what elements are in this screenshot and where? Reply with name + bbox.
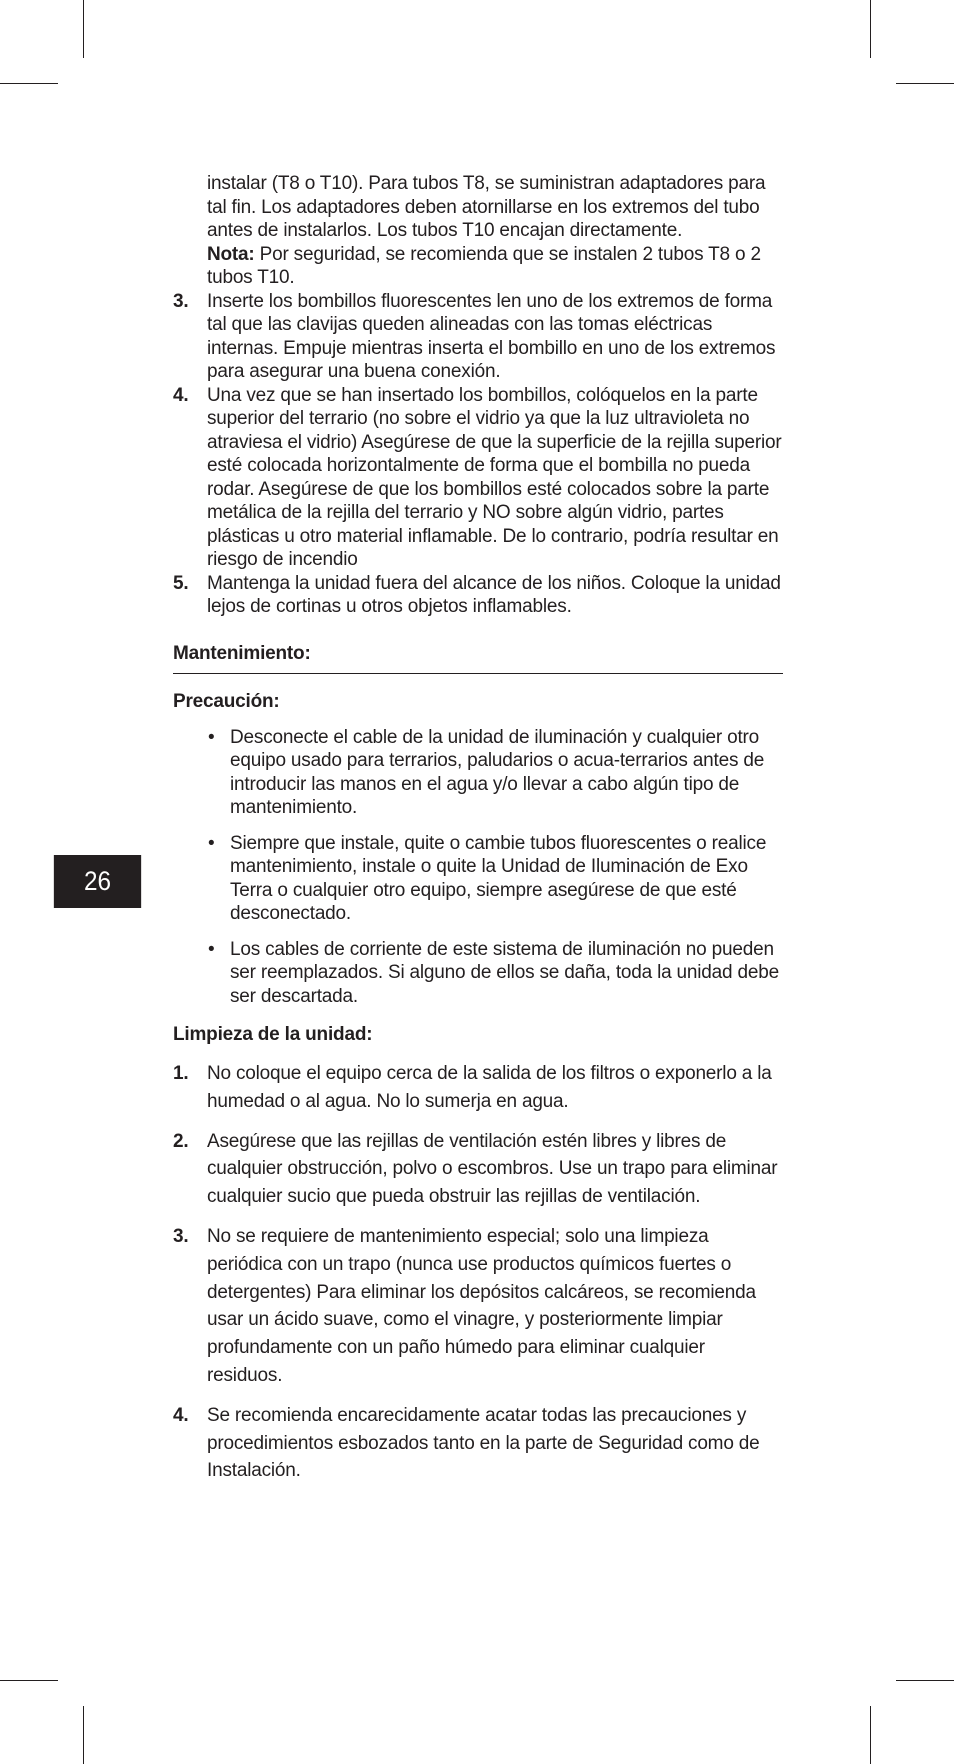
step-number: 4. <box>173 384 189 406</box>
install-steps-list <box>173 290 783 619</box>
caution-text: Los cables de corriente de este sistema de iluminación no pueden ser reemplazados. Si alguno de ellos se daña, toda la unidad debe ser descartada. <box>230 938 779 1007</box>
step-text: Mantenga la unidad fuera del alcance de los niños. Coloque la unidad lejos de cortinas u otros objetos inflamables. <box>207 572 781 617</box>
cleaning-steps-list <box>173 1060 783 1485</box>
step-text: Se recomienda encarecidamente acatar todas las precauciones y procedimientos esbozados tanto en la parte de Seguridad como de Instalación. <box>207 1404 760 1482</box>
caution-text: Siempre que instale, quite o cambie tubos fluorescentes o realice mantenimiento, instale o quite la Unidad de Iluminación de Exo Terra o cualquier otro equipo, siempre asegúrese de que esté desconectado. <box>230 832 767 924</box>
list-item <box>173 1223 783 1390</box>
cleaning-heading: Limpieza de la unidad: <box>173 1024 373 1045</box>
step-number: 2. <box>173 1130 189 1152</box>
step-text: Una vez que se han insertado los bombillos, colóquelos en la parte superior del terrario (no sobre el vidrio ya que la luz ultravioleta no atraviesa el vidrio) Asegúrese de que la superficie de la rejilla superior esté colocada horizontalmente de forma que el bombilla no pueda rodar. Asegúrese de que los bombillos esté colocados sobre la parte metálica de la rejilla del terrario y NO sobre algún vidrio, partes plásticas u otro material inflamable. De lo contrario, podría resultar en riesgo de incendio <box>207 384 782 570</box>
step-number: 1. <box>173 1063 189 1084</box>
caution-list <box>173 726 783 1009</box>
page-number-tab <box>54 855 141 908</box>
continuation-paragraph <box>207 172 783 290</box>
document-body <box>173 172 783 1497</box>
crop-mark <box>83 0 84 58</box>
step-number: 4. <box>173 1404 189 1426</box>
crop-mark <box>870 1706 871 1764</box>
step-text: Asegúrese que las rejillas de ventilación estén libres y libres de cualquier obstrucción, polvo o escombros. Use un trapo para eliminar cualquier sucio que pueda obstruir las rejillas de ventilación. <box>207 1130 778 1208</box>
maintenance-heading: Mantenimiento: <box>173 643 783 674</box>
crop-mark <box>870 0 871 58</box>
step-text: No se requiere de mantenimiento especial; solo una limpieza periódica con un trapo (nunca use productos químicos fuertes o detergentes) Para eliminar los depósitos calcáreos, se recomienda usar un ácido suave, como el vinagre, y posteriormente limpiar profundamente con un paño húmedo para eliminar cualquier residuos. <box>207 1225 756 1386</box>
crop-mark <box>896 1680 954 1681</box>
note-label: Nota: <box>207 243 255 265</box>
crop-mark <box>0 83 58 84</box>
caution-heading: Precaución: <box>173 690 280 712</box>
list-item <box>173 290 783 384</box>
list-item <box>173 1128 783 1211</box>
list-item <box>173 384 783 572</box>
crop-mark <box>896 83 954 84</box>
step-number: 3. <box>173 290 189 312</box>
list-item <box>173 572 783 619</box>
step-number: 5. <box>173 572 189 594</box>
list-item <box>173 938 783 1009</box>
step-text: No coloque el equipo cerca de la salida de los filtros o exponerlo a la humedad o al agua. No lo sumerja en agua. <box>207 1063 772 1112</box>
page-number: 26 <box>83 866 112 896</box>
bullet: • <box>208 938 215 960</box>
note-text: Por seguridad, se recomienda que se instalen 2 tubos T8 o 2 tubos T10. <box>207 243 761 288</box>
crop-mark <box>83 1706 84 1764</box>
list-item <box>173 726 783 820</box>
step-text: Inserte los bombillos fluorescentes len uno de los extremos de forma tal que las clavijas queden alineadas con las tomas eléctricas internas. Empuje mientras inserta el bombillo en uno de los extremos para asegurar una buena conexión. <box>207 290 776 382</box>
list-item <box>173 832 783 926</box>
note <box>207 243 783 290</box>
bullet: • <box>208 832 215 854</box>
step-number: 3. <box>173 1225 189 1247</box>
list-item <box>173 1060 783 1116</box>
list-item <box>173 1402 783 1485</box>
continuation-text: instalar (T8 o T10). Para tubos T8, se suministran adaptadores para tal fin. Los adaptadores deben atornillarse en los extremos del tubo antes de instalarlos. Los tubos T10 encajan directamente. <box>207 173 766 241</box>
crop-mark <box>0 1680 58 1681</box>
caution-text: Desconecte el cable de la unidad de iluminación y cualquier otro equipo usado para terrarios, paludarios o acua-terrarios antes de introducir las manos en el agua y/o llevar a cabo algún tipo de mantenimiento. <box>230 726 765 818</box>
bullet: • <box>208 726 215 748</box>
